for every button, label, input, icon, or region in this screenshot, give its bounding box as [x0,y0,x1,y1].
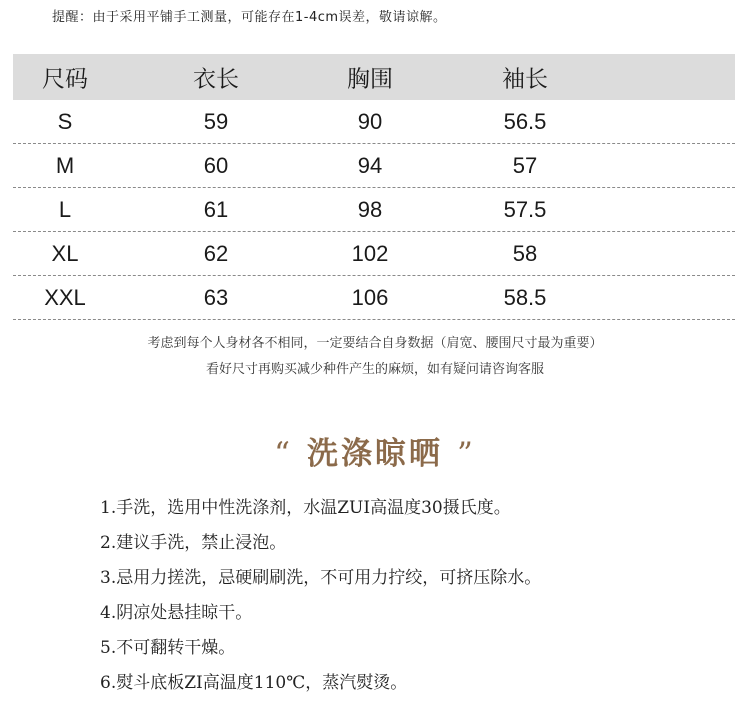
cell-chest: 90 [357,108,383,134]
open-quote: “ [274,436,293,472]
list-item: 2.建议手洗，禁止浸泡。 [100,533,287,553]
table-row [13,144,735,188]
table-row [13,232,735,276]
cell-size: XXL [44,284,86,310]
header-chest: 胸围 [347,66,393,93]
cell-sleeve: 57 [512,152,538,178]
cell-length: 60 [203,152,229,178]
fit-advice-note: 考虑到每个人身材各不相同，一定要结合自身数据（肩宽、腰围尺寸最为重要） [147,336,603,351]
cell-sleeve: 56.5 [503,108,547,134]
cell-chest: 106 [351,284,389,310]
cell-chest: 94 [357,152,383,178]
list-item: 5.不可翻转干燥。 [100,638,236,658]
cell-sleeve: 58.5 [503,284,547,310]
table-row [13,188,735,232]
cell-length: 59 [203,108,229,134]
size-table-header [13,54,735,100]
cell-length: 61 [203,196,229,222]
size-table [13,54,735,320]
table-row [13,100,735,144]
cell-sleeve: 58 [512,240,538,266]
list-item: 4.阴凉处悬挂晾干。 [100,603,253,623]
cell-chest: 102 [351,240,389,266]
cell-size: M [55,152,75,178]
care-title-text: 洗涤晾晒 [307,436,443,472]
measurement-notice: 提醒：由于采用平铺手工测量，可能存在1-4cm误差，敬请谅解。 [52,10,447,25]
header-sleeve: 袖长 [502,66,548,93]
cell-length: 63 [203,284,229,310]
close-quote: ” [457,436,476,472]
cell-length: 62 [203,240,229,266]
list-item: 1.手洗，选用中性洗涤剂，水温ZUI高温度30摄氏度。 [100,498,511,518]
list-item: 6.熨斗底板ZI高温度110℃，蒸汽熨烫。 [100,673,408,693]
care-instructions-list [100,494,541,704]
list-item: 3.忌用力搓洗，忌硬刷刷洗，不可用力拧绞，可挤压除水。 [100,568,542,588]
header-size: 尺码 [42,66,88,93]
header-length: 衣长 [193,66,239,93]
cell-size: XL [51,240,79,266]
cell-size: S [57,108,73,134]
cell-sleeve: 57.5 [503,196,547,222]
customer-service-note: 看好尺寸再购买减少种件产生的麻烦，如有疑问请咨询客服 [205,362,544,377]
table-row [13,276,735,320]
cell-size: L [58,196,72,222]
care-section-title [0,428,750,473]
cell-chest: 98 [357,196,383,222]
